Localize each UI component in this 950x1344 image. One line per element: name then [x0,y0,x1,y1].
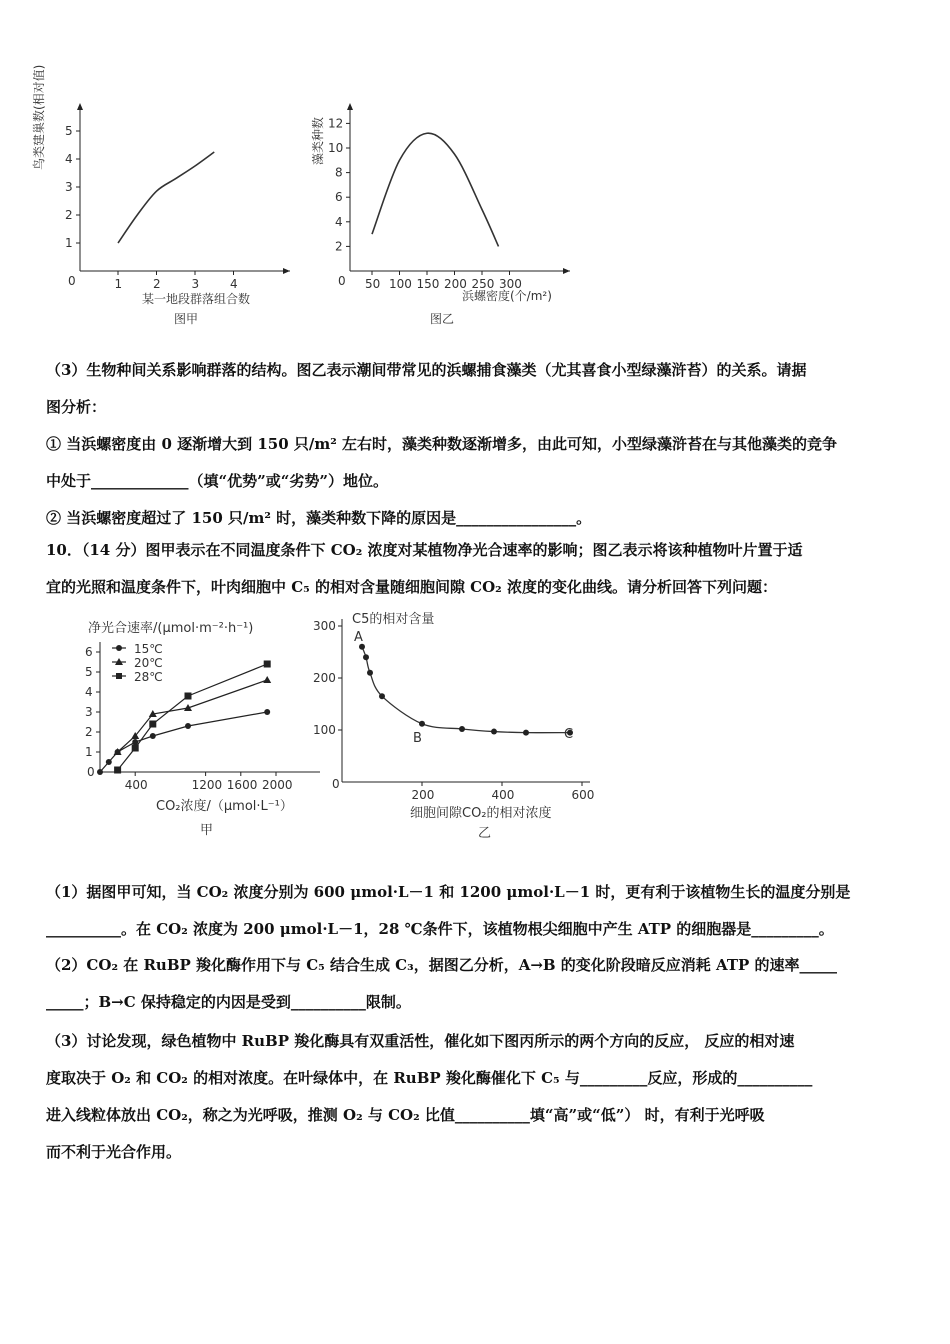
data-point [185,693,192,700]
question-3 [46,352,906,537]
q3-line: （3）生物种间关系影响群落的结构。图乙表示潮间带常见的浜螺捕食藻类（尤其喜食小型绿藻浒苔）的关系。请据 [46,361,807,379]
legend-label: 15℃ [134,642,163,656]
data-point [459,726,465,732]
data-point [523,730,529,736]
point-label-a: A [354,630,363,645]
q3-line: 图分析： [46,398,107,416]
x-axis-label: 某一地段群落组合数 [142,292,251,306]
y-axis-label: 藻类种数 [311,116,325,165]
y-axis-label: 鸟类建巢数(相对值) [32,64,46,170]
x-tick-label: 1600 [226,778,258,792]
x-tick-label: 600 [571,788,595,802]
y-axis-label: C5的相对含量 [352,612,435,627]
question-10-stem [46,532,906,606]
series-line [100,712,267,772]
y-tick-label: 12 [328,116,344,131]
fig-net-photosynthesis [70,612,330,844]
sub3-line: （3）讨论发现，绿色植物中 RuBP 羧化酶具有双重活性，催化如下图丙所示的两个方向的反应， 反应的相对速 [46,1032,795,1050]
x-tick-label: 200 [411,788,435,802]
data-point [367,670,373,676]
x-tick-label: 300 [499,277,522,291]
y-tick-label: 300 [313,619,336,633]
y-tick-label: 5 [85,665,93,679]
caption: 乙 [478,826,492,841]
x-tick-label: 2000 [262,778,293,792]
legend-label: 20℃ [134,656,163,670]
legend-marker-circle [116,645,122,651]
data-point [379,693,385,699]
y-tick-label: 4 [85,685,93,699]
sub3-line: 而不利于光合作用。 [46,1143,182,1161]
legend [112,642,163,684]
x-axis-label: CO₂浓度/（μmol·L⁻¹） [156,799,293,814]
data-point [132,739,138,745]
x-tick-label: 200 [444,277,467,291]
x-tick-label: 150 [416,277,440,291]
fig-algae-species [320,95,580,335]
x-tick-label: 100 [389,277,412,291]
q3-line: 中处于_____________（填“优势”或“劣势”）地位。 [46,472,389,490]
y-tick-label: 3 [85,705,93,719]
x-axis-label: 细胞间隙CO₂的相对浓度 [410,806,552,821]
x-tick-label: 50 [365,277,381,291]
origin-label: 0 [332,777,340,791]
q3-line: ① 当浜螺密度由 0 逐渐增大到 150 只/m² 左右时，藻类种数逐渐增多，由此可知，小型绿藻浒苔在与其他藻类的竞争 [46,435,838,453]
legend-label: 28℃ [134,670,163,684]
x-axis-label: 浜螺密度(个/m²) [462,289,552,303]
origin-label: 0 [338,274,346,288]
x-tick-label: 1 [114,277,123,291]
sub3-line: 度取决于 O₂ 和 CO₂ 的相对浓度。在叶绿体中，在 RuBP 羧化酶催化下 C₅ 与_________反应，形成的__________ [46,1069,813,1087]
data-point [97,769,103,775]
data-point [264,661,271,668]
sub-question-1 [46,874,906,948]
data-point [491,729,497,735]
y-tick-label: 2 [335,239,343,254]
sub2-line: （2）CO₂ 在 RuBP 羧化酶作用下与 C₅ 结合生成 C₃，据图乙分析，A→B 的变化阶段暗反应消耗 ATP 的速率_____ [46,956,838,974]
data-point [363,654,369,660]
y-tick-label: 3 [65,180,73,194]
y-tick-label: 2 [85,725,93,739]
x-tick-label: 1200 [191,778,223,792]
series-line [362,647,570,733]
x-tick-label: 400 [124,778,148,792]
sub1-line: （1）据图甲可知，当 CO₂ 浓度分别为 600 μmol·L－1 和 1200 μmol·L－1 时，更有利于该植物生长的温度分别是 [46,883,851,901]
data-point [419,721,425,727]
data-point [132,745,139,752]
point-label-b: B [413,731,422,746]
fig-bird-nests [65,95,300,335]
caption: 图甲 [174,312,199,326]
y-tick-label: 2 [65,208,73,222]
y-tick-label: 5 [65,124,73,138]
data-point [106,759,112,765]
y-tick-label: 4 [65,152,73,166]
q10-line: 宜的光照和温度条件下，叶肉细胞中 C₅ 的相对含量随细胞间隙 CO₂ 浓度的变化曲线。请分析回答下列问题： [46,578,777,596]
data-point [149,721,156,728]
y-tick-label: 200 [313,671,336,685]
y-tick-label: 10 [328,141,344,155]
y-tick-label: 4 [335,214,343,229]
y-tick-label: 6 [335,190,343,205]
sub-question-2 [46,947,906,1021]
y-tick-label: 6 [85,645,93,659]
y-axis-label: 净光合速率/(μmol·m⁻²·h⁻¹) [88,621,254,636]
data-point [264,709,270,715]
q3-line: ② 当浜螺密度超过了 150 只/m² 时，藻类种数下降的原因是________________。 [46,509,592,527]
y-tick-label: 1 [65,236,73,250]
series-line [372,133,499,246]
data-point [150,733,156,739]
x-tick-label: 250 [471,277,495,291]
sub3-line: 进入线粒体放出 CO₂，称之为光呼吸，推测 O₂ 与 CO₂ 比值__________填“高”或“低”） 时，有利于光呼吸 [46,1106,765,1124]
q10-line: 10．（14 分）图甲表示在不同温度条件下 CO₂ 浓度对某植物净光合速率的影响；图乙表示将该种植物叶片置于适 [46,541,803,559]
data-point [263,676,271,683]
data-point [185,723,191,729]
x-tick-label: 3 [191,277,200,291]
caption: 甲 [200,823,214,838]
sub1-line: __________。在 CO₂ 浓度为 200 μmol·L－1，28 ℃条件下，该植物根尖细胞中产生 ATP 的细胞器是_________。 [46,920,834,938]
sub2-line: _____；B→C 保持稳定的内因是受到__________限制。 [46,993,411,1011]
series-line [118,152,214,243]
point-label-c: C [564,727,574,742]
caption: 图乙 [430,312,455,326]
origin-label: 0 [87,765,95,779]
y-tick-label: 1 [85,745,93,759]
fig-c5-content [310,605,600,843]
y-tick-label: 8 [335,165,343,180]
y-tick-label: 100 [313,723,336,737]
x-tick-label: 400 [491,788,515,802]
legend-marker-square [116,673,122,679]
sub-question-3 [46,1023,906,1171]
data-point [114,767,121,774]
x-tick-label: 4 [230,277,238,291]
origin-label: 0 [68,274,76,288]
x-tick-label: 2 [153,277,161,291]
